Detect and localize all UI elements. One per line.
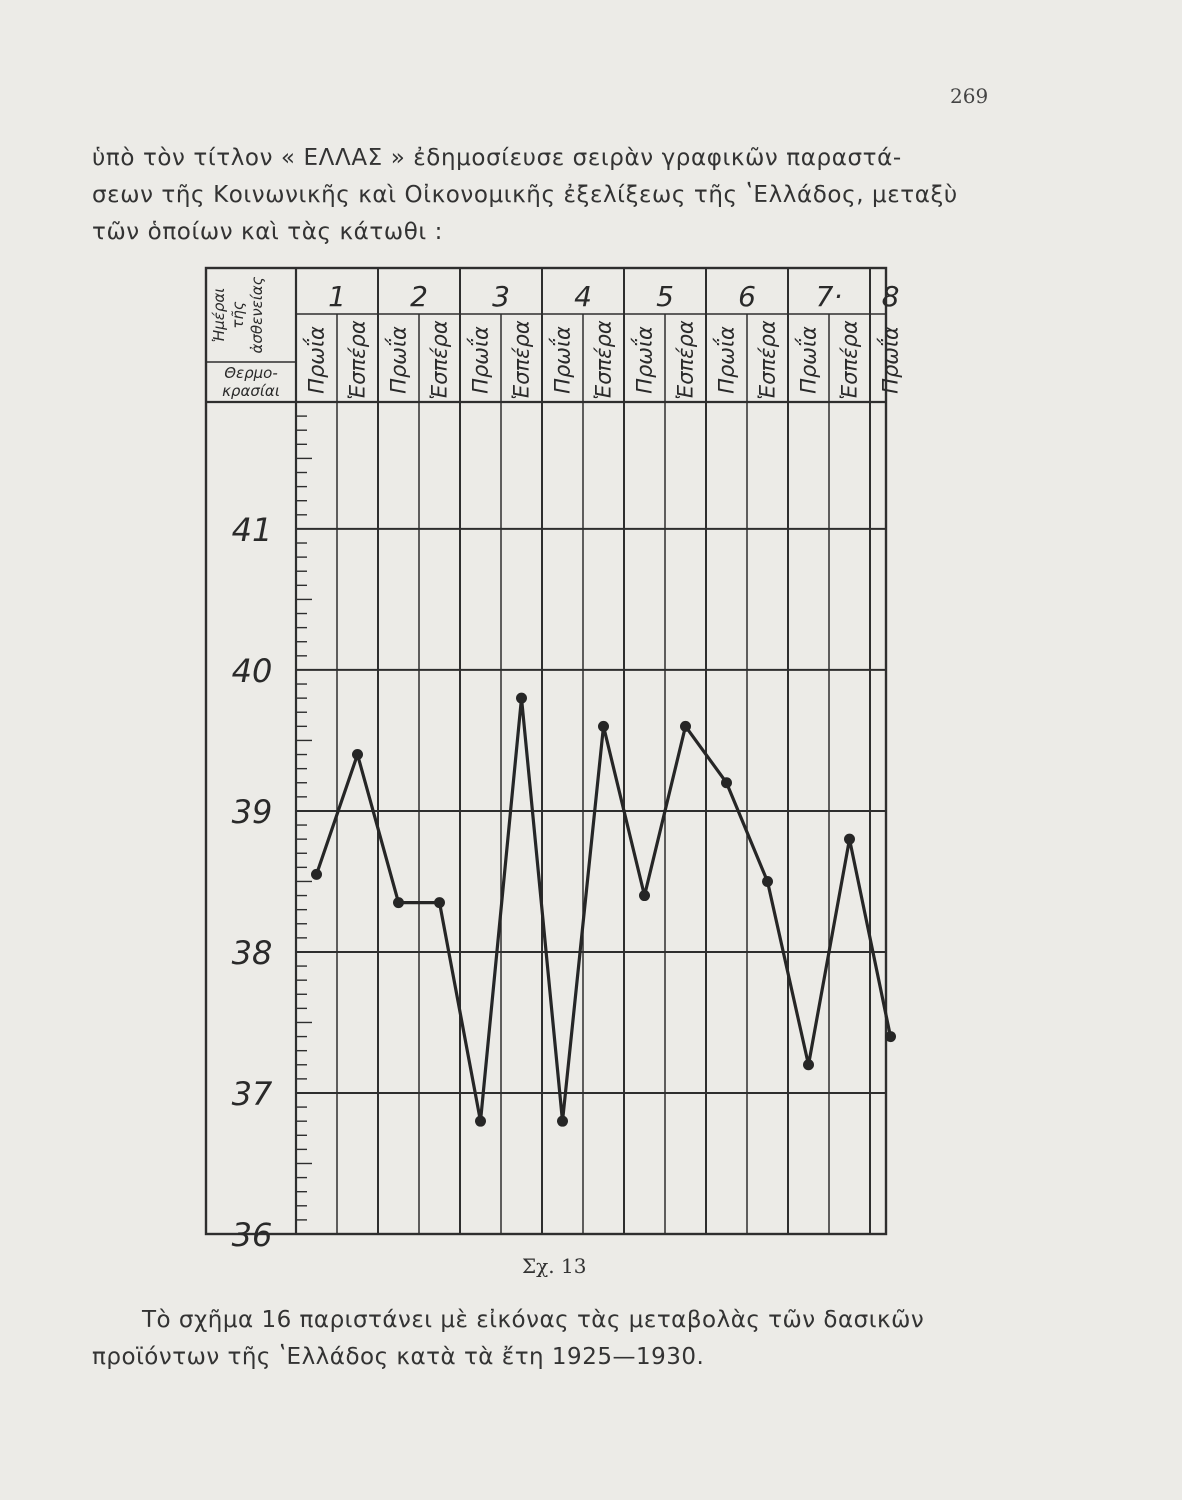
y-tick-label-39: 39 bbox=[231, 792, 273, 831]
day-label-5: 5 bbox=[656, 280, 674, 313]
outro-paragraph bbox=[92, 1302, 1002, 1376]
temperature-chart bbox=[190, 252, 903, 1254]
time-label: Ἑσπέρα bbox=[591, 320, 616, 400]
temperature-series bbox=[311, 693, 896, 1127]
chart-header bbox=[210, 276, 903, 400]
y-tick-label-40: 40 bbox=[231, 651, 273, 690]
data-point bbox=[311, 869, 322, 880]
chart-grid bbox=[206, 268, 886, 1234]
data-point bbox=[639, 890, 650, 901]
intro-line: ὑπὸ τὸν τίτλον « ΕΛΛΑΣ » ἐδημοσίευσε σειρὰν γραφικῶν παραστά- bbox=[92, 145, 902, 171]
data-point bbox=[516, 693, 527, 704]
outro-line: Τὸ σχῆμα 16 παριστάνει μὲ εἰκόνας τὰς μεταβολὰς τῶν δασικῶν bbox=[142, 1307, 925, 1333]
time-label: Πρωΐα bbox=[468, 326, 493, 394]
data-point bbox=[557, 1116, 568, 1127]
chart-frame bbox=[206, 268, 886, 1234]
data-point bbox=[598, 721, 609, 732]
page-number: 269 bbox=[950, 84, 989, 108]
data-point bbox=[762, 876, 773, 887]
y-tick-label-37: 37 bbox=[231, 1074, 273, 1113]
day-label-7: 7· bbox=[815, 280, 843, 313]
header-temperature-label: κρασίαι bbox=[222, 382, 280, 400]
data-point bbox=[434, 897, 445, 908]
time-label: Πρωΐα bbox=[550, 326, 575, 394]
time-label: Πρωΐα bbox=[878, 326, 903, 394]
y-tick-label-38: 38 bbox=[231, 933, 273, 972]
intro-paragraph bbox=[92, 140, 1004, 251]
time-label: Ἑσπέρα bbox=[427, 320, 452, 400]
header-temperature-label: Θερμο- bbox=[224, 364, 278, 382]
data-point bbox=[475, 1116, 486, 1127]
time-label: Ἑσπέρα bbox=[755, 320, 780, 400]
temperature-line bbox=[317, 698, 891, 1121]
time-label: Πρωΐα bbox=[796, 326, 821, 394]
y-tick-label-41: 41 bbox=[231, 510, 273, 549]
data-point bbox=[680, 721, 691, 732]
y-tick-label-36: 36 bbox=[231, 1216, 273, 1254]
day-label-1: 1 bbox=[328, 280, 346, 313]
time-label: Ἑσπέρα bbox=[673, 320, 698, 400]
time-label: Πρωΐα bbox=[386, 326, 411, 394]
day-label-2: 2 bbox=[410, 280, 428, 313]
data-point bbox=[721, 777, 732, 788]
data-point bbox=[352, 749, 363, 760]
data-point bbox=[393, 897, 404, 908]
intro-line: σεων τῆς Κοινωνικῆς καὶ Οἰκονομικῆς ἐξελίξεως τῆς ʽΕλλάδος, μεταξὺ bbox=[92, 182, 958, 208]
time-label: Πρωΐα bbox=[304, 326, 329, 394]
header-days-label: τῆς bbox=[229, 301, 247, 329]
data-point bbox=[885, 1031, 896, 1042]
header-days-label: Ἡμέραι bbox=[210, 287, 228, 343]
day-label-3: 3 bbox=[492, 280, 510, 313]
time-label: Πρωΐα bbox=[632, 326, 657, 394]
time-label: Ἑσπέρα bbox=[509, 320, 534, 400]
data-point bbox=[803, 1059, 814, 1070]
outro-line: προϊόντων τῆς ʽΕλλάδος κατὰ τὰ ἔτη 1925—1930. bbox=[92, 1344, 705, 1370]
time-label: Ἑσπέρα bbox=[345, 320, 370, 400]
day-label-6: 6 bbox=[738, 280, 756, 313]
time-label: Πρωΐα bbox=[714, 326, 739, 394]
data-point bbox=[844, 834, 855, 845]
intro-line: τῶν ὁποίων καὶ τὰς κάτωθι : bbox=[92, 219, 444, 245]
time-label: Ἑσπέρα bbox=[837, 320, 862, 400]
day-label-4: 4 bbox=[574, 280, 592, 313]
day-label-8: 8 bbox=[881, 280, 900, 313]
figure-caption: Σχ. 13 bbox=[522, 1254, 587, 1278]
header-days-label: ἀσθενείας bbox=[248, 276, 266, 354]
